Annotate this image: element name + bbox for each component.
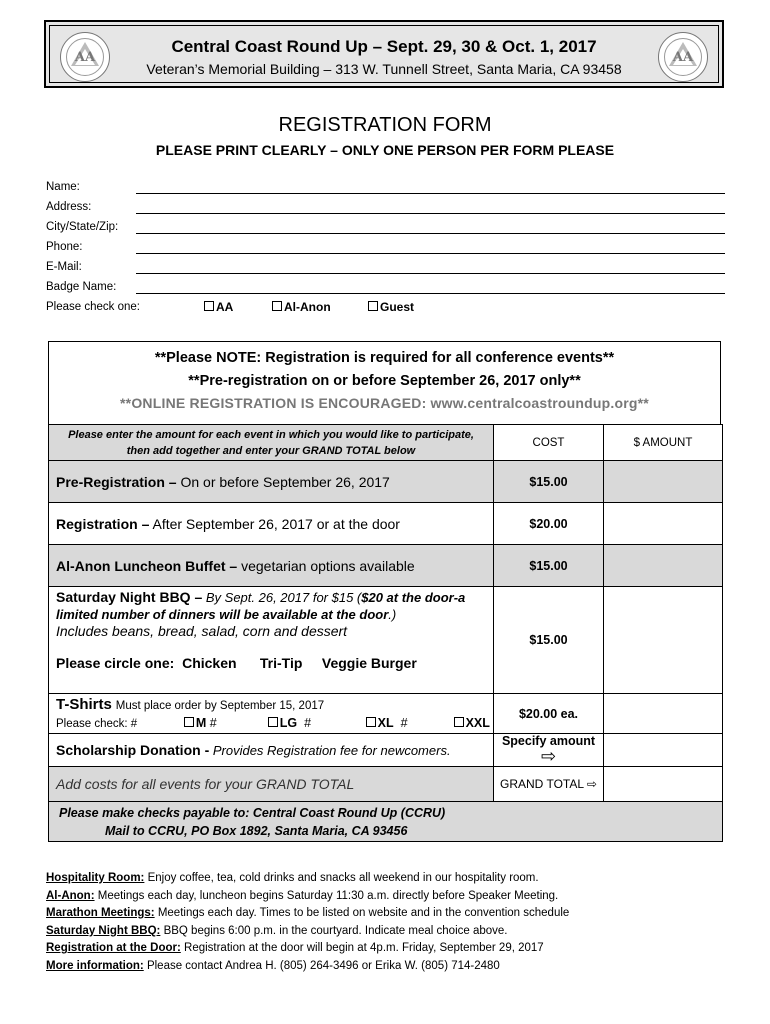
footer-marathon: Marathon Meetings: Meetings each day. Times to be listed on website and in the convention schedule [46, 907, 570, 919]
cost-header: COST [494, 425, 604, 461]
header-banner [44, 20, 724, 88]
amount-header: $ AMOUNT [604, 425, 723, 461]
bbq-cost: $15.00 [494, 587, 604, 694]
footer-al-anon: Al-Anon: Meetings each day, luncheon begins Saturday 11:30 a.m. directly before Speaker Meeting. [46, 890, 559, 902]
instructions-cell: Please enter the amount for each event in which you would like to participate, then add together and enter your GRAND TOTAL below [49, 425, 494, 461]
scholarship-cost: Specify amount ⇨ [494, 734, 604, 767]
table-row [49, 802, 723, 842]
note-online-registration: **ONLINE REGISTRATION IS ENCOURAGED: www.centralcoastroundup.org** [120, 395, 649, 411]
phone-label: Phone: [46, 241, 83, 253]
tshirt-size-lg[interactable]: LG # [268, 715, 362, 731]
table-header-row [49, 425, 723, 461]
tshirt-size-xl[interactable]: XL # [366, 715, 450, 731]
tshirt-size-m[interactable]: M # [184, 715, 264, 731]
registration-amount[interactable] [604, 503, 723, 545]
pre-registration-amount[interactable] [604, 461, 723, 503]
notes-box [48, 341, 721, 425]
registration-desc: Registration – After September 26, 2017 or at the door [49, 503, 494, 545]
table-row [49, 461, 723, 503]
event-venue: Veteran’s Memorial Building – 313 W. Tunnell Street, Santa Maria, CA 93458 [146, 61, 622, 77]
header-inner-border [49, 25, 719, 83]
footer-bbq: Saturday Night BBQ: BBQ begins 6:00 p.m. in the courtyard. Indicate meal choice above. [46, 925, 508, 937]
badge-label: Badge Name: [46, 281, 117, 293]
footer-registration-door: Registration at the Door: Registration at the door will begin at 4p.m. Friday, September 29, 2017 [46, 942, 544, 954]
tshirt-cost: $20.00 ea. [494, 694, 604, 734]
table-row [49, 734, 723, 767]
table-row [49, 545, 723, 587]
address-field[interactable] [136, 213, 725, 214]
scholarship-desc: Scholarship Donation - Provides Registration fee for newcomers. [49, 734, 494, 767]
bbq-choice-tri-tip[interactable]: Tri-Tip [259, 655, 303, 671]
bbq-choice-veggie-burger[interactable]: Veggie Burger [321, 655, 417, 671]
payable-info: Please make checks payable to: Central Coast Round Up (CCRU) Mail to CCRU, PO Box 1892, Santa Maria, CA 93456 [49, 802, 494, 842]
table-row [49, 503, 723, 545]
check-al-anon[interactable]: Al-Anon [272, 300, 331, 314]
name-label: Name: [46, 181, 80, 193]
aa-logo-right: AA [658, 32, 708, 82]
scholarship-amount[interactable] [604, 734, 723, 767]
event-title: Central Coast Round Up – Sept. 29, 30 & Oct. 1, 2017 [171, 37, 597, 56]
luncheon-desc: Al-Anon Luncheon Buffet – vegetarian options available [49, 545, 494, 587]
luncheon-cost: $15.00 [494, 545, 604, 587]
table-row [49, 767, 723, 802]
checkbox-icon [204, 301, 214, 311]
check-one-label: Please check one: [46, 301, 140, 313]
note-preregistration: **Pre-registration on or before September 26, 2017 only** [188, 373, 581, 389]
name-field[interactable] [136, 193, 725, 194]
pre-registration-cost: $15.00 [494, 461, 604, 503]
email-field[interactable] [136, 273, 725, 274]
check-guest[interactable]: Guest [368, 300, 414, 314]
form-subtitle: PLEASE PRINT CLEARLY – ONLY ONE PERSON PER FORM PLEASE [155, 142, 615, 158]
aa-logo-left: AA [60, 32, 110, 82]
checkbox-icon [272, 301, 282, 311]
checkbox-icon [368, 301, 378, 311]
grand-total-desc: Add costs for all events for your GRAND TOTAL [49, 767, 494, 802]
grand-total-label: GRAND TOTAL ⇨ [494, 767, 604, 802]
table-row [49, 587, 723, 694]
bbq-desc: Saturday Night BBQ – By Sept. 26, 2017 for $15 ($20 at the door-a limited number of dinners will be available at the door.) Includes beans, bread, salad, corn and dessert Please circle one: Chicken Tri-Tip Veggie Burger [49, 587, 494, 694]
table-row [49, 694, 723, 734]
right-arrow-icon: ⇨ [540, 746, 557, 766]
tshirt-amount[interactable] [604, 694, 723, 734]
bbq-choice-chicken[interactable]: Chicken [182, 655, 237, 671]
tshirt-desc: T-Shirts Must place order by September 15, 2017 Please check: # M # LG # XL # XXL [49, 694, 494, 734]
luncheon-amount[interactable] [604, 545, 723, 587]
note-registration-required: **Please NOTE: Registration is required for all conference events** [154, 350, 615, 366]
address-label: Address: [46, 201, 92, 213]
registration-cost: $20.00 [494, 503, 604, 545]
form-title: REGISTRATION FORM [278, 114, 492, 136]
email-label: E-Mail: [46, 261, 82, 273]
city-label: City/State/Zip: [46, 221, 119, 233]
grand-total-amount[interactable] [604, 767, 723, 802]
phone-field[interactable] [136, 253, 725, 254]
tshirt-size-xxl[interactable]: XXL [454, 716, 490, 730]
pre-registration-desc: Pre-Registration – On or before September 26, 2017 [49, 461, 494, 503]
badge-field[interactable] [136, 293, 725, 294]
city-field[interactable] [136, 233, 725, 234]
footer-hospitality: Hospitality Room: Enjoy coffee, tea, cold drinks and snacks all weekend in our hospitality room. [46, 872, 539, 884]
bbq-amount[interactable] [604, 587, 723, 694]
footer-more-info: More information: Please contact Andrea H. (805) 264-3496 or Erika W. (805) 714-2480 [46, 960, 500, 972]
check-aa[interactable]: AA [204, 300, 233, 314]
events-table [48, 424, 723, 842]
